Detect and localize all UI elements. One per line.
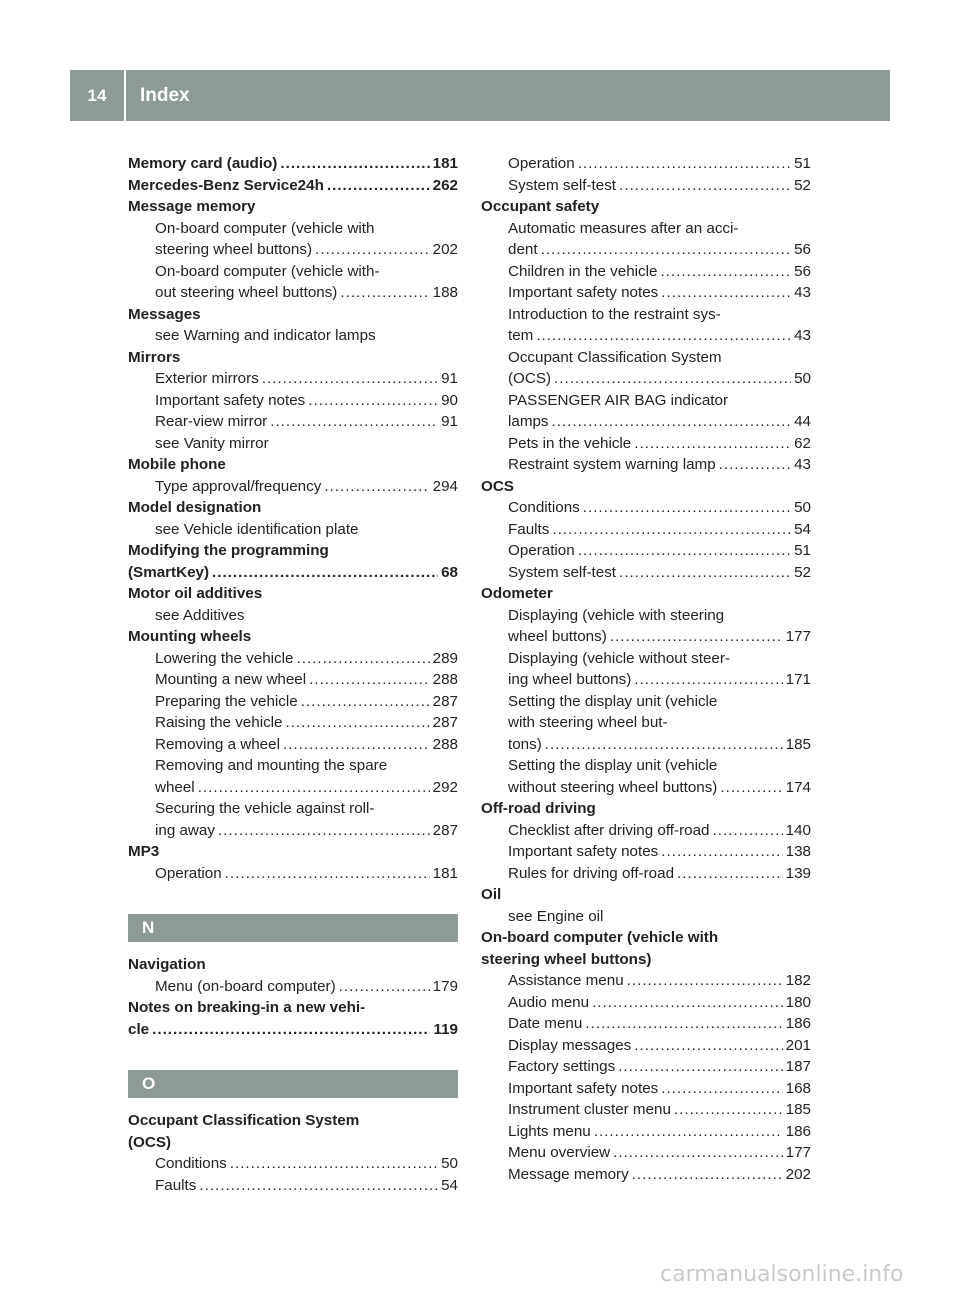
entry-label: see Warning and indicator lamps (155, 327, 376, 344)
entry-label: out steering wheel buttons) (155, 284, 338, 301)
index-term (128, 1110, 458, 1132)
index-term (481, 949, 811, 971)
dot-leader (719, 454, 791, 476)
index-subentry[interactable] (128, 1175, 458, 1197)
entry-label: Odometer (481, 585, 553, 602)
entry-label: PASSENGER AIR BAG indicator (508, 391, 729, 409)
entry-label: Introduction to the restraint sys- (508, 305, 721, 323)
page-reference[interactable]: 52 (794, 176, 811, 194)
entry-label: Factory settings (508, 1058, 616, 1075)
index-subentry[interactable] (481, 325, 811, 347)
index-subentry[interactable] (481, 1099, 811, 1121)
entry-label: Setting the display unit (vehicle (508, 757, 718, 774)
index-subentry (481, 691, 811, 713)
page-reference[interactable]: 68 (441, 563, 458, 581)
page-reference[interactable]: 51 (794, 155, 811, 172)
dot-leader (199, 1175, 438, 1197)
page-reference[interactable]: 138 (785, 843, 811, 860)
index-subentry[interactable] (481, 519, 811, 541)
dot-leader (677, 863, 783, 885)
index-subentry[interactable] (481, 454, 811, 476)
index-subentry (481, 648, 811, 670)
index-subentry[interactable] (481, 1035, 811, 1057)
page-reference[interactable]: 181 (432, 155, 458, 172)
entry-label: On-board computer (vehicle with (155, 219, 375, 237)
entry-label: Restraint system warning lamp (508, 456, 716, 473)
index-term (481, 583, 811, 605)
index-term (128, 347, 458, 369)
page-reference[interactable]: 186 (785, 1122, 811, 1140)
page-reference[interactable]: 202 (785, 1165, 811, 1183)
entry-label: ing away (155, 821, 215, 839)
index-subentry (481, 906, 811, 928)
dot-leader (594, 1121, 783, 1143)
entry-label: Lights menu (508, 1122, 591, 1140)
index-subentry[interactable] (481, 863, 811, 885)
entry-label: Menu overview (508, 1144, 611, 1161)
page-header (70, 70, 890, 121)
page-reference[interactable]: 50 (794, 499, 811, 516)
index-subentry[interactable] (128, 976, 458, 998)
page-number: 14 (70, 70, 126, 121)
index-subentry[interactable] (481, 992, 811, 1014)
index-subentry[interactable] (128, 411, 458, 433)
index-column-left (128, 153, 458, 1196)
entry-label: Date menu (508, 1015, 583, 1032)
page-reference[interactable]: 50 (794, 370, 811, 387)
entry-label: Menu (on-board computer) (155, 977, 336, 995)
dot-leader (152, 1019, 430, 1041)
dot-leader (315, 239, 430, 261)
index-subentry[interactable] (481, 1121, 811, 1143)
page-reference[interactable]: 51 (794, 542, 811, 559)
page-reference[interactable]: 54 (441, 1176, 458, 1194)
index-subentry (481, 712, 811, 734)
entry-label: Securing the vehicle against roll- (155, 800, 375, 817)
index-subentry (481, 755, 811, 777)
entry-label: Conditions (155, 1155, 227, 1172)
page-reference[interactable]: 287 (432, 821, 458, 839)
index-column-right (481, 153, 811, 1185)
watermark: carmanualsonline.info (660, 1262, 904, 1287)
index-term (128, 497, 458, 519)
page-reference[interactable]: 179 (432, 977, 458, 995)
entry-label: Memory card (audio) (128, 155, 278, 172)
index-term (128, 841, 458, 863)
entry-label: Mobile phone (128, 456, 226, 473)
entry-label: Important safety notes (508, 843, 659, 860)
entry-label: Exterior mirrors (155, 370, 259, 387)
index-subentry[interactable] (128, 777, 458, 799)
page-reference[interactable]: 202 (432, 241, 458, 258)
index-term[interactable] (128, 562, 458, 584)
entry-label: Checklist after driving off-road (508, 821, 710, 839)
index-term (128, 454, 458, 476)
index-term[interactable] (128, 153, 458, 175)
entry-label: Message memory (508, 1165, 629, 1183)
entry-label: Important safety notes (155, 391, 306, 409)
page-reference[interactable]: 185 (785, 735, 811, 753)
entry-label: lamps (508, 413, 549, 430)
dot-leader (541, 239, 792, 261)
entry-label: wheel buttons) (508, 628, 607, 645)
dot-leader (660, 261, 791, 283)
entry-label: Rules for driving off-road (508, 864, 675, 882)
page-reference[interactable]: 52 (794, 563, 811, 581)
entry-label: Removing and mounting the spare (155, 757, 388, 774)
index-term (128, 540, 458, 562)
page-reference[interactable]: 201 (785, 1036, 811, 1054)
dot-leader (634, 1035, 782, 1057)
dot-leader (554, 368, 791, 390)
entry-label: Mercedes-Benz Service24h (128, 176, 324, 194)
index-term (481, 927, 811, 949)
index-subentry (128, 218, 458, 240)
entry-label: Removing a wheel (155, 735, 280, 753)
index-term (481, 476, 811, 498)
entry-label: Displaying (vehicle with steering (508, 606, 725, 624)
entry-label: Notes on breaking-in a new vehi- (128, 999, 366, 1016)
index-subentry[interactable] (481, 153, 811, 175)
entry-label: with steering wheel but- (508, 714, 668, 731)
page-reference[interactable]: 177 (785, 628, 811, 645)
dot-leader (712, 820, 782, 842)
index-subentry (481, 218, 811, 240)
dot-leader (225, 863, 430, 885)
entry-label: Off-road driving (481, 800, 596, 817)
index-term (128, 954, 458, 976)
index-term (128, 583, 458, 605)
index-subentry[interactable] (481, 970, 811, 992)
index-subentry[interactable] (481, 433, 811, 455)
dot-leader (545, 734, 783, 756)
entry-label: steering wheel buttons) (155, 241, 313, 258)
dot-leader (634, 433, 791, 455)
index-subentry (481, 304, 811, 326)
dot-leader (285, 712, 429, 734)
dot-leader (720, 777, 782, 799)
page-reference[interactable]: 44 (794, 413, 811, 430)
index-term (128, 997, 458, 1019)
entry-label: Messages (128, 305, 201, 323)
page-reference[interactable]: 54 (794, 520, 811, 538)
entry-label: Instrument cluster menu (508, 1101, 671, 1118)
index-subentry[interactable] (481, 1013, 811, 1035)
page-reference[interactable]: 287 (432, 692, 458, 710)
entry-label: steering wheel buttons) (481, 950, 652, 968)
dot-leader (218, 820, 430, 842)
entry-label: Children in the vehicle (508, 262, 658, 280)
dot-leader (578, 540, 791, 562)
index-term (481, 884, 811, 906)
index-subentry[interactable] (481, 368, 811, 390)
entry-label: Faults (508, 520, 550, 538)
index-subentry[interactable] (128, 734, 458, 756)
index-subentry (128, 433, 458, 455)
page-reference[interactable]: 43 (794, 284, 811, 301)
index-term (128, 1132, 458, 1154)
index-subentry[interactable] (481, 669, 811, 691)
index-subentry[interactable] (128, 1153, 458, 1175)
dot-leader (661, 282, 791, 304)
index-letter-band: O (128, 1070, 458, 1098)
index-subentry[interactable] (128, 691, 458, 713)
entry-label: Preparing the vehicle (155, 692, 298, 710)
dot-leader (661, 841, 782, 863)
page-reference[interactable]: 181 (432, 864, 458, 882)
page-reference[interactable]: 182 (785, 972, 811, 989)
page-reference[interactable]: 174 (785, 778, 811, 796)
index-subentry[interactable] (481, 1078, 811, 1100)
index-subentry[interactable] (128, 712, 458, 734)
dot-leader (198, 777, 430, 799)
index-subentry (128, 755, 458, 777)
dot-leader (308, 390, 438, 412)
dot-leader (280, 153, 429, 175)
page-reference[interactable]: 168 (785, 1079, 811, 1097)
index-subentry[interactable] (481, 1056, 811, 1078)
index-subentry (128, 519, 458, 541)
index-subentry (481, 390, 811, 412)
index-subentry[interactable] (481, 777, 811, 799)
index-subentry[interactable] (481, 562, 811, 584)
index-subentry (128, 798, 458, 820)
index-subentry[interactable] (128, 368, 458, 390)
dot-leader (674, 1099, 783, 1121)
index-term (128, 626, 458, 648)
index-subentry[interactable] (481, 282, 811, 304)
entry-label: System self-test (508, 563, 617, 581)
page-reference[interactable]: 119 (433, 1020, 458, 1038)
index-subentry (128, 325, 458, 347)
index-subentry[interactable] (481, 497, 811, 519)
index-subentry[interactable] (128, 648, 458, 670)
index-subentry[interactable] (481, 175, 811, 197)
entry-label: dent (508, 241, 538, 258)
page-reference[interactable]: 139 (785, 864, 811, 882)
index-subentry (481, 605, 811, 627)
dot-leader (552, 519, 791, 541)
page-reference[interactable]: 56 (794, 241, 811, 258)
index-subentry[interactable] (481, 239, 811, 261)
index-subentry[interactable] (481, 261, 811, 283)
dot-leader (627, 970, 783, 992)
entry-label: without steering wheel buttons) (508, 778, 718, 796)
dot-leader (309, 669, 430, 691)
entry-label: Setting the display unit (vehicle (508, 692, 718, 710)
dot-leader (301, 691, 430, 713)
dot-leader (270, 411, 438, 433)
entry-label: wheel (155, 778, 195, 796)
dot-leader (327, 175, 430, 197)
entry-label: Message memory (128, 198, 256, 215)
entry-label: On-board computer (vehicle with (481, 929, 719, 946)
index-letter-band: N (128, 914, 458, 942)
page-reference[interactable]: 292 (432, 778, 458, 796)
page-reference[interactable]: 288 (432, 735, 458, 753)
index-subentry[interactable] (128, 476, 458, 498)
entry-label: ing wheel buttons) (508, 671, 632, 688)
index-subentry[interactable] (128, 282, 458, 304)
dot-leader (583, 497, 791, 519)
entry-label: Displaying (vehicle without steer- (508, 649, 730, 667)
entry-label: Operation (155, 864, 222, 882)
index-term[interactable] (128, 175, 458, 197)
entry-label: see Vanity mirror (155, 434, 269, 452)
entry-label: tem (508, 327, 534, 344)
entry-label: Oil (481, 886, 502, 903)
page-reference[interactable]: 180 (785, 993, 811, 1011)
entry-label: (SmartKey) (128, 563, 210, 581)
entry-label: System self-test (508, 176, 617, 194)
entry-label: cle (128, 1020, 150, 1038)
page-reference[interactable]: 90 (441, 391, 458, 409)
entry-label: Model designation (128, 499, 262, 516)
entry-label: Lowering the vehicle (155, 649, 294, 667)
index-subentry[interactable] (128, 820, 458, 842)
entry-label: OCS (481, 477, 514, 495)
page-reference[interactable]: 43 (794, 456, 811, 473)
dot-leader (536, 325, 791, 347)
entry-label: see Vehicle identification plate (155, 520, 359, 538)
dot-leader (634, 669, 782, 691)
page-reference[interactable]: 43 (794, 327, 811, 344)
page-reference[interactable]: 91 (441, 370, 458, 387)
page-reference[interactable]: 187 (785, 1058, 811, 1075)
entry-label: Important safety notes (508, 284, 659, 301)
index-subentry[interactable] (128, 669, 458, 691)
index-term (128, 196, 458, 218)
dot-leader (610, 626, 783, 648)
entry-label: Raising the vehicle (155, 714, 283, 731)
page-reference[interactable]: 186 (785, 1015, 811, 1032)
page-reference[interactable]: 91 (441, 413, 458, 430)
entry-label: Important safety notes (508, 1079, 659, 1097)
index-subentry (128, 605, 458, 627)
dot-leader (340, 282, 429, 304)
section-title: Index (140, 84, 190, 106)
entry-label: Display messages (508, 1036, 632, 1054)
index-term (481, 196, 811, 218)
dot-leader (552, 411, 792, 433)
entry-label: (OCS) (128, 1133, 172, 1151)
dot-leader (618, 1056, 782, 1078)
page-reference[interactable]: 171 (785, 671, 811, 688)
index-subentry[interactable] (481, 540, 811, 562)
dot-leader (592, 992, 783, 1014)
index-subentry (128, 261, 458, 283)
page-reference[interactable]: 294 (432, 477, 458, 495)
entry-label: see Additives (155, 606, 245, 624)
entry-label: Rear-view mirror (155, 413, 268, 430)
page-reference[interactable]: 140 (785, 821, 811, 839)
index-subentry[interactable] (481, 841, 811, 863)
entry-label: Automatic measures after an acci- (508, 219, 739, 237)
entry-label: (OCS) (508, 370, 552, 387)
entry-label: Navigation (128, 956, 206, 973)
dot-leader (296, 648, 429, 670)
index-subentry[interactable] (481, 411, 811, 433)
entry-label: MP3 (128, 843, 160, 860)
entry-label: Conditions (508, 499, 580, 516)
entry-label: Assistance menu (508, 972, 624, 989)
index-subentry (481, 347, 811, 369)
page-reference[interactable]: 288 (432, 671, 458, 688)
page-reference[interactable]: 50 (441, 1155, 458, 1172)
index-subentry[interactable] (128, 390, 458, 412)
dot-leader (230, 1153, 438, 1175)
page-reference[interactable]: 185 (785, 1101, 811, 1118)
dot-leader (578, 153, 791, 175)
dot-leader (212, 562, 438, 584)
entry-label: Operation (508, 542, 575, 559)
entry-label: Motor oil additives (128, 585, 263, 602)
entry-label: Operation (508, 155, 575, 172)
entry-label: Mounting a new wheel (155, 671, 307, 688)
page-reference[interactable]: 287 (432, 714, 458, 731)
index-subentry[interactable] (481, 820, 811, 842)
entry-label: Mounting wheels (128, 628, 252, 645)
entry-label: Faults (155, 1176, 197, 1194)
dot-leader (619, 175, 791, 197)
index-subentry[interactable] (481, 626, 811, 648)
dot-leader (619, 562, 791, 584)
page-reference[interactable]: 177 (785, 1144, 811, 1161)
dot-leader (283, 734, 430, 756)
index-term (481, 798, 811, 820)
page-reference[interactable]: 262 (432, 176, 458, 194)
dot-leader (632, 1164, 783, 1186)
index-subentry[interactable] (481, 1164, 811, 1186)
index-subentry[interactable] (128, 239, 458, 261)
entry-label: Mirrors (128, 348, 181, 366)
index-subentry[interactable] (128, 863, 458, 885)
entry-label: Occupant safety (481, 198, 600, 215)
dot-leader (585, 1013, 782, 1035)
entry-label: Occupant Classification System (508, 348, 722, 366)
dot-leader (262, 368, 438, 390)
page-reference[interactable]: 289 (432, 649, 458, 667)
index-subentry[interactable] (481, 734, 811, 756)
entry-label: see Engine oil (508, 907, 604, 925)
index-subentry[interactable] (481, 1142, 811, 1164)
dot-leader (324, 476, 429, 498)
entry-label: Audio menu (508, 993, 590, 1011)
entry-label: Occupant Classification System (128, 1112, 360, 1129)
page-reference[interactable]: 56 (794, 262, 811, 280)
entry-label: Modifying the programming (128, 542, 329, 559)
page-reference[interactable]: 188 (432, 284, 458, 301)
entry-label: tons) (508, 735, 542, 753)
dot-leader (661, 1078, 782, 1100)
entry-label: Type approval/frequency (155, 477, 322, 495)
index-term (128, 304, 458, 326)
page-reference[interactable]: 62 (794, 434, 811, 452)
dot-leader (613, 1142, 783, 1164)
entry-label: On-board computer (vehicle with- (155, 262, 380, 280)
dot-leader (339, 976, 430, 998)
entry-label: Pets in the vehicle (508, 434, 632, 452)
index-term[interactable] (128, 1019, 458, 1041)
